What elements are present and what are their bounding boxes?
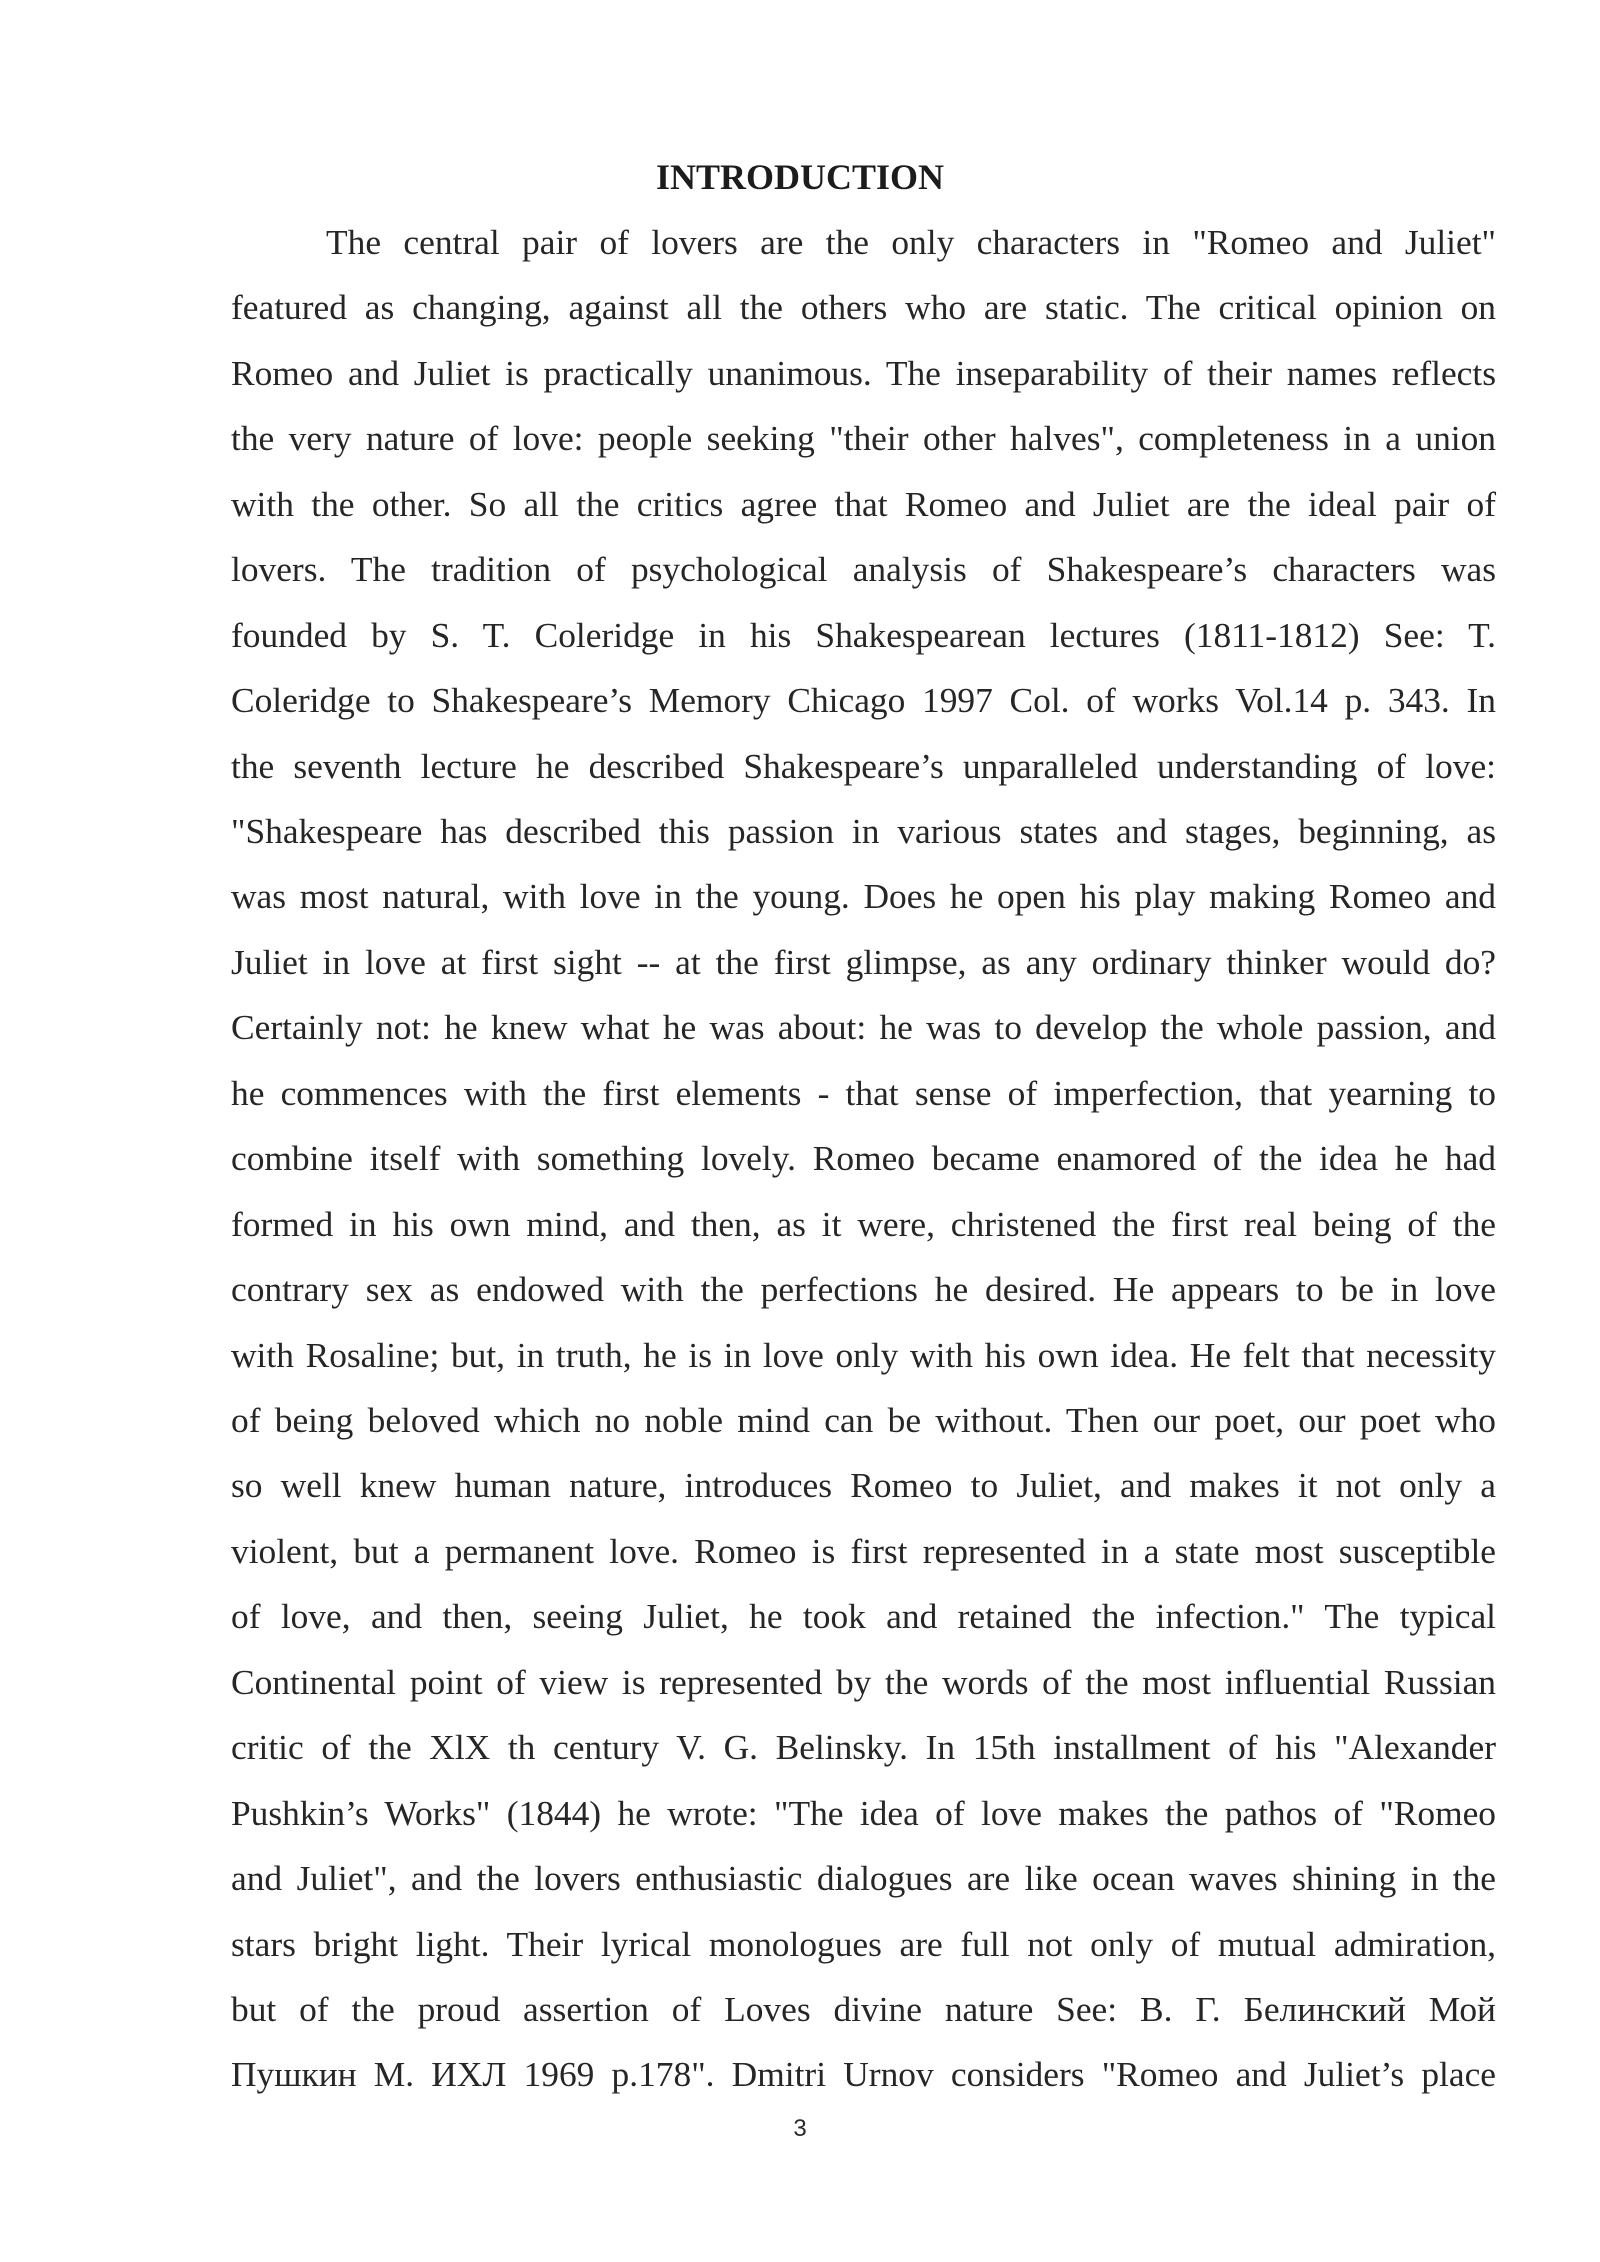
- text-line: of being beloved which no noble mind can be without. Then our poet, our poet who: [231, 1400, 1496, 1440]
- text-line: Juliet in love at first sight -- at the first glimpse, as any ordinary thinker would do?: [231, 942, 1496, 982]
- text-line: the very nature of love: people seeking "their other halves", completeness in a union: [231, 418, 1496, 458]
- text-line: formed in his own mind, and then, as it were, christened the first real being of the: [231, 1204, 1496, 1244]
- text-line: featured as changing, against all the others who are static. The critical opinion on: [231, 287, 1496, 327]
- text-line: but of the proud assertion of Loves divine nature See: В. Г. Белинский Мой: [231, 1989, 1496, 2029]
- section-heading: INTRODUCTION: [655, 157, 945, 197]
- text-line: Pushkin’s Works" (1844) he wrote: "The idea of love makes the pathos of "Romeo: [231, 1793, 1496, 1833]
- text-line: lovers. The tradition of psychological analysis of Shakespeare’s characters was: [231, 549, 1496, 589]
- text-line: critic of the XlX th century V. G. Belinsky. In 15th installment of his "Alexander: [231, 1727, 1496, 1767]
- text-line: Continental point of view is represented by the words of the most influential Russian: [231, 1662, 1496, 1702]
- text-line: combine itself with something lovely. Romeo became enamored of the idea he had: [231, 1138, 1496, 1178]
- text-line: Certainly not: he knew what he was about: he was to develop the whole passion, and: [231, 1007, 1496, 1047]
- text-line: stars bright light. Their lyrical monologues are full not only of mutual admiration,: [231, 1924, 1496, 1964]
- text-line: Пушкин М. ИХЛ 1969 p.178". Dmitri Urnov considers "Romeo and Juliet’s place: [231, 2054, 1496, 2094]
- text-line: violent, but a permanent love. Romeo is first represented in a state most susceptible: [231, 1531, 1496, 1571]
- text-line: he commences with the first elements - that sense of imperfection, that yearning to: [231, 1073, 1496, 1113]
- text-line: The central pair of lovers are the only characters in "Romeo and Juliet": [326, 222, 1496, 262]
- text-line: with the other. So all the critics agree that Romeo and Juliet are the ideal pair of: [231, 484, 1496, 524]
- text-line: was most natural, with love in the young. Does he open his play making Romeo and: [231, 876, 1496, 916]
- text-line: and Juliet", and the lovers enthusiastic dialogues are like ocean waves shining in the: [231, 1858, 1496, 1898]
- text-line: of love, and then, seeing Juliet, he took and retained the infection." The typical: [231, 1596, 1496, 1636]
- page-number: 3: [793, 2115, 807, 2142]
- text-line: so well knew human nature, introduces Romeo to Juliet, and makes it not only a: [231, 1465, 1496, 1505]
- text-line: with Rosaline; but, in truth, he is in love only with his own idea. He felt that necessity: [231, 1335, 1496, 1375]
- text-line: "Shakespeare has described this passion in various states and stages, beginning, as: [231, 811, 1496, 851]
- text-line: Romeo and Juliet is practically unanimous. The inseparability of their names reflects: [231, 353, 1496, 393]
- text-line: Coleridge to Shakespeare’s Memory Chicago 1997 Col. of works Vol.14 p. 343. In: [231, 680, 1496, 720]
- text-line: contrary sex as endowed with the perfections he desired. He appears to be in love: [231, 1269, 1496, 1309]
- text-line: founded by S. T. Coleridge in his Shakespearean lectures (1811-1812) See: T.: [231, 615, 1496, 655]
- text-line: the seventh lecture he described Shakespeare’s unparalleled understanding of love:: [231, 746, 1496, 786]
